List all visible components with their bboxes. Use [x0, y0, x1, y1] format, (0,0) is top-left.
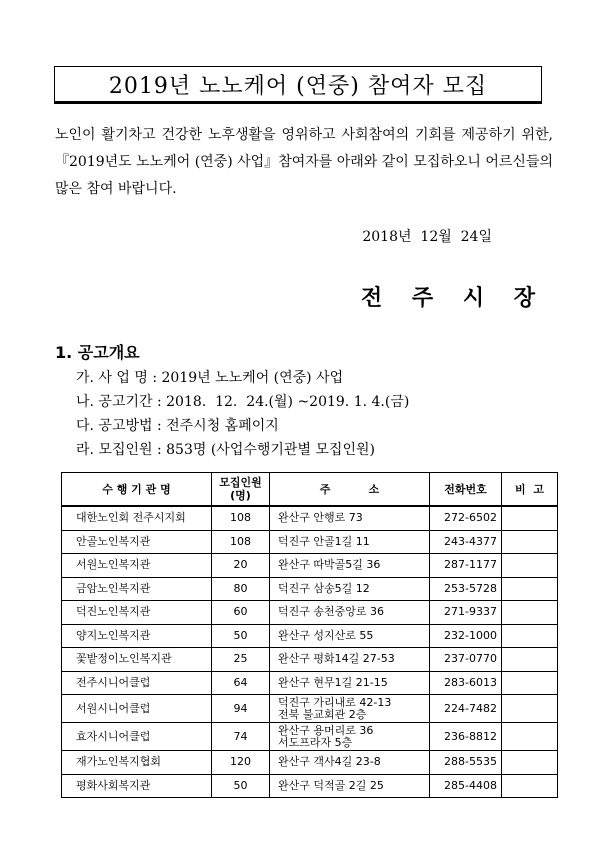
header-address: 주 소: [270, 473, 430, 507]
cell-address: [270, 774, 430, 798]
cell-address: [270, 554, 430, 578]
cell-count: 108: [212, 506, 270, 530]
cell-note: [502, 624, 558, 648]
table-row: [62, 506, 558, 530]
cell-org: 서원시니어클럽: [62, 695, 212, 723]
address-line: 완산구 덕적골 2길 25: [278, 778, 384, 792]
cell-count: 120: [212, 751, 270, 775]
signer: 전 주 시 장: [361, 286, 546, 311]
cell-count: 50: [212, 774, 270, 798]
table-row: [62, 601, 558, 625]
cell-note: [502, 671, 558, 695]
cell-address: [270, 648, 430, 672]
address-line: 완산구 성지산로 55: [278, 628, 374, 642]
address-line: 완산구 따박골5길 36: [278, 558, 381, 572]
cell-org: 양지노인복지관: [62, 624, 212, 648]
cell-org: 효자시니어클럽: [62, 723, 212, 751]
table-row: [62, 648, 558, 672]
cell-org: 평화사회복지관: [62, 774, 212, 798]
table-row: [62, 554, 558, 578]
cell-phone: 283-6013: [430, 671, 502, 695]
cell-org: 덕진노인복지관: [62, 601, 212, 625]
cell-phone: 236-8812: [430, 723, 502, 751]
address-line: 덕진구 안골1길 11: [278, 534, 370, 548]
cell-address: [270, 695, 430, 723]
address-line: 완산구 안행로 73: [278, 511, 363, 525]
overview-item: 나. 공고기간 : 2018. 12. 24.(월) ~2019. 1. 4.(금): [76, 394, 410, 410]
table-row: [62, 751, 558, 775]
overview-item: 라. 모집인원 : 853명 (사업수행기관별 모집인원): [76, 442, 375, 458]
table-row: [62, 774, 558, 798]
cell-phone: 285-4408: [430, 774, 502, 798]
cell-phone: 224-7482: [430, 695, 502, 723]
table-body: [62, 506, 558, 798]
header-count: 모집인원 (명): [212, 473, 270, 507]
cell-org: 전주시니어클럽: [62, 671, 212, 695]
cell-note: [502, 530, 558, 554]
cell-count: 25: [212, 648, 270, 672]
cell-phone: 272-6502: [430, 506, 502, 530]
cell-org: 서원노인복지관: [62, 554, 212, 578]
page-title: 2019년 노노케어 (연중) 참여자 모집: [108, 73, 488, 99]
table-row: [62, 577, 558, 601]
cell-count: 74: [212, 723, 270, 751]
address-line: 완산구 용머리로 36: [278, 723, 374, 737]
cell-phone: 287-1177: [430, 554, 502, 578]
header-phone: 전화번호: [430, 473, 502, 507]
cell-org: 재가노인복지협회: [62, 751, 212, 775]
cell-count: 64: [212, 671, 270, 695]
cell-count: 50: [212, 624, 270, 648]
table-row: [62, 624, 558, 648]
cell-note: [502, 751, 558, 775]
address-line: 완산구 평화14길 27-53: [278, 652, 395, 666]
table-header-row: [62, 473, 558, 507]
cell-phone: 271-9337: [430, 601, 502, 625]
cell-count: 108: [212, 530, 270, 554]
cell-note: [502, 695, 558, 723]
overview-item: 다. 공고방법 : 전주시청 홈페이지: [76, 418, 279, 434]
cell-address: [270, 751, 430, 775]
cell-note: [502, 506, 558, 530]
cell-note: [502, 577, 558, 601]
cell-org: 안골노인복지관: [62, 530, 212, 554]
cell-note: [502, 774, 558, 798]
table-row: [62, 671, 558, 695]
cell-org: 대한노인회 전주시지회: [62, 506, 212, 530]
cell-note: [502, 648, 558, 672]
cell-address: [270, 723, 430, 751]
cell-org: 금암노인복지관: [62, 577, 212, 601]
cell-address: [270, 671, 430, 695]
cell-phone: 243-4377: [430, 530, 502, 554]
header-note: 비 고: [502, 473, 558, 507]
intro-paragraph: [55, 122, 553, 203]
cell-org: 꽃밭정이노인복지관: [62, 648, 212, 672]
intro-text: 노인이 활기차고 건강한 노후생활을 영위하고 사회참여의 기회를 제공하기 위한, 『2019년도 노노케어 (연중) 사업』참여자를 아래와 같이 모집하오니 어르신들의 많은 참여 바랍니다.: [55, 127, 553, 197]
header-org: 수 행 기 관 명: [62, 473, 212, 507]
cell-phone: 237-0770: [430, 648, 502, 672]
cell-address: [270, 624, 430, 648]
cell-note: [502, 601, 558, 625]
cell-address: [270, 601, 430, 625]
cell-note: [502, 723, 558, 751]
cell-phone: 232-1000: [430, 624, 502, 648]
cell-count: 94: [212, 695, 270, 723]
cell-count: 80: [212, 577, 270, 601]
table-row: [62, 723, 558, 751]
cell-address: [270, 530, 430, 554]
cell-address: [270, 577, 430, 601]
recruitment-table: [61, 472, 558, 798]
cell-count: 60: [212, 601, 270, 625]
section-title: 1. 공고개요: [55, 343, 140, 362]
cell-note: [502, 554, 558, 578]
table-row: [62, 695, 558, 723]
address-line: 완산구 객사4길 23-8: [278, 755, 381, 769]
overview-list: [76, 366, 409, 462]
overview-item: 가. 사 업 명 : 2019년 노노케어 (연중) 사업: [76, 370, 344, 386]
table-row: [62, 530, 558, 554]
cell-address: [270, 506, 430, 530]
cell-count: 20: [212, 554, 270, 578]
address-line: 덕진구 가리내로 42-13: [278, 695, 392, 709]
address-line: 덕진구 송천중앙로 36: [278, 605, 384, 619]
cell-phone: 253-5728: [430, 577, 502, 601]
address-line: 완산구 현무1길 21-15: [278, 675, 388, 689]
address-line: 서도프라자 5층: [278, 735, 353, 749]
address-line: 덕진구 삼송5길 12: [278, 581, 370, 595]
cell-phone: 288-5535: [430, 751, 502, 775]
announcement-date: 2018년 12월 24일: [362, 229, 492, 245]
title-box: [54, 66, 542, 104]
address-line: 전북 불교회관 2층: [278, 707, 367, 721]
